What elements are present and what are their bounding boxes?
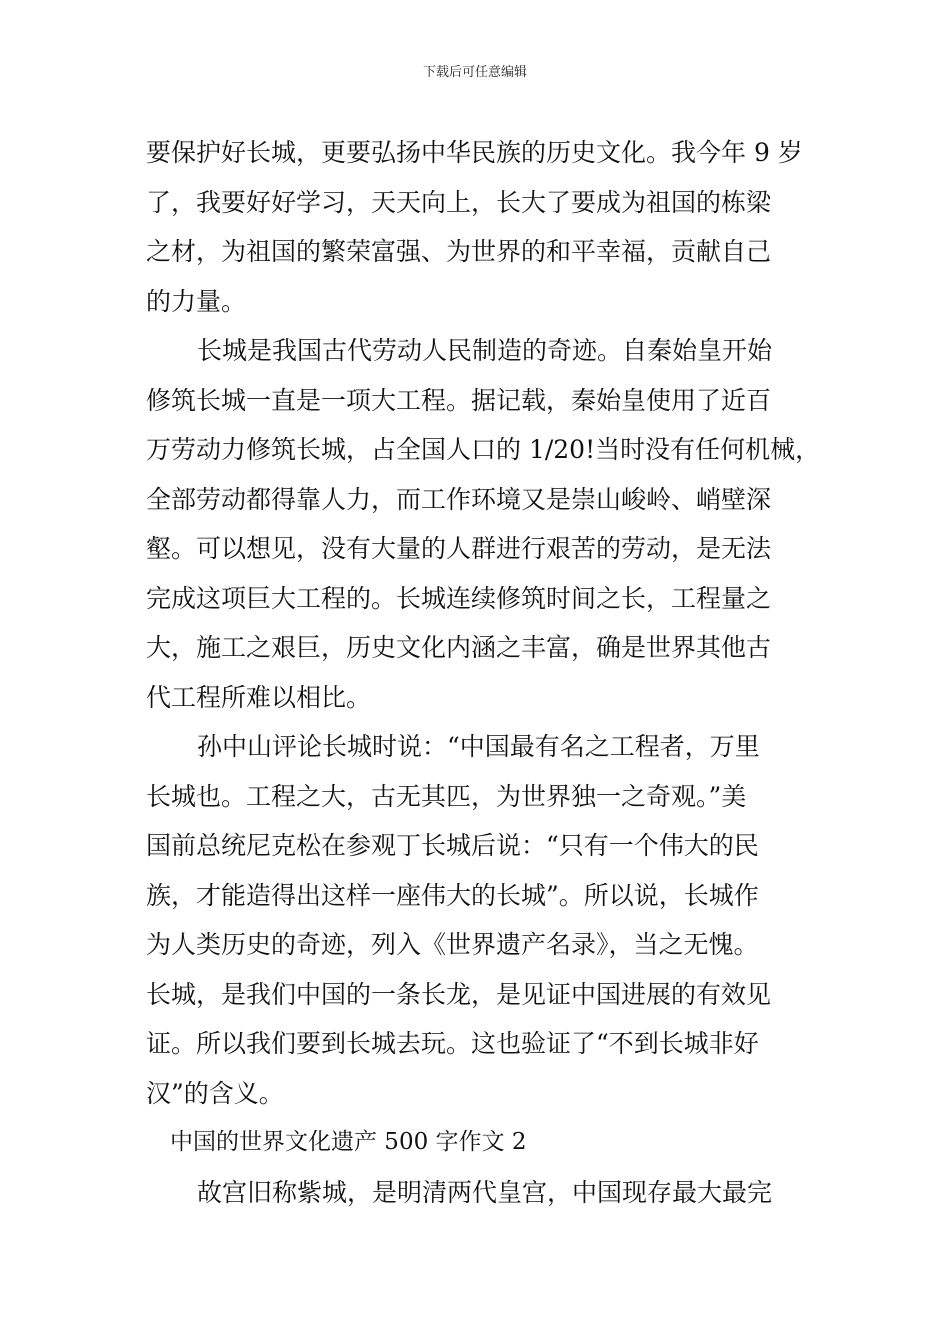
text-line: 之材，为祖国的繁荣富强、为世界的和平幸福，贡献自己 xyxy=(146,237,772,266)
paragraph-3 xyxy=(146,722,826,1118)
text-line: 壑。可以想见，没有大量的人群进行艰苦的劳动，是无法 xyxy=(146,534,772,563)
text-line: 中国的世界文化遗产 500 字作文 2 xyxy=(170,1129,527,1155)
text-line: 完成这项巨大工程的。长城连续修筑时间之长，工程量之 xyxy=(146,583,772,613)
document-body xyxy=(146,128,826,1217)
text-line: 汉”的含义。 xyxy=(146,1078,284,1108)
text-line: 的力量。 xyxy=(146,286,247,316)
text-line: 大，施工之艰巨，历史文化内涵之丰富，确是世界其他古 xyxy=(146,633,772,662)
paragraph-4 xyxy=(146,1168,826,1218)
text-line: 族，才能造得出这样一座伟大的长城”。所以说，长城作 xyxy=(146,880,759,910)
text-line: 长城也。工程之大，古无其匹，为世界独一之奇观。”美 xyxy=(146,781,747,811)
text-line: 代工程所难以相比。 xyxy=(146,682,372,712)
text-line: 要保护好长城，更要弘扬中华民族的历史文化。我今年 9 岁 xyxy=(146,138,803,167)
text-line: 证。所以我们要到长城去玩。这也验证了“不到长城非好 xyxy=(146,1029,759,1058)
paragraph-1 xyxy=(146,128,826,326)
text-line: 孙中山评论长城时说：“中国最有名之工程者，万里 xyxy=(197,732,760,761)
text-line: 全部劳动都得靠人力，而工作环境又是崇山峻岭、峭壁深 xyxy=(146,484,772,514)
text-line: 国前总统尼克松在参观丁长城后说：“只有一个伟大的民 xyxy=(146,831,759,860)
page-header: 下载后可任意编辑 xyxy=(422,65,527,80)
text-line: 万劳动力修筑长城，占全国人口的 1/20!当时没有任何机械， xyxy=(146,435,821,464)
text-line: 为人类历史的奇迹，列入《世界遗产名录》，当之无愧。 xyxy=(146,930,759,959)
text-line: 长城，是我们中国的一条长龙，是见证中国进展的有效见 xyxy=(146,979,772,1009)
text-line: 故宫旧称紫城，是明清两代皇宫，中国现存最大最完 xyxy=(197,1177,773,1207)
text-line: 长城是我国古代劳动人民制造的奇迹。自秦始皇开始 xyxy=(197,336,773,365)
text-line: 修筑长城一直是一项大工程。据记载，秦始皇使用了近百 xyxy=(146,385,772,415)
section-title xyxy=(146,1118,826,1168)
text-line: 了，我要好好学习，天天向上，长大了要成为祖国的栋梁 xyxy=(146,187,772,217)
paragraph-2 xyxy=(146,326,826,722)
